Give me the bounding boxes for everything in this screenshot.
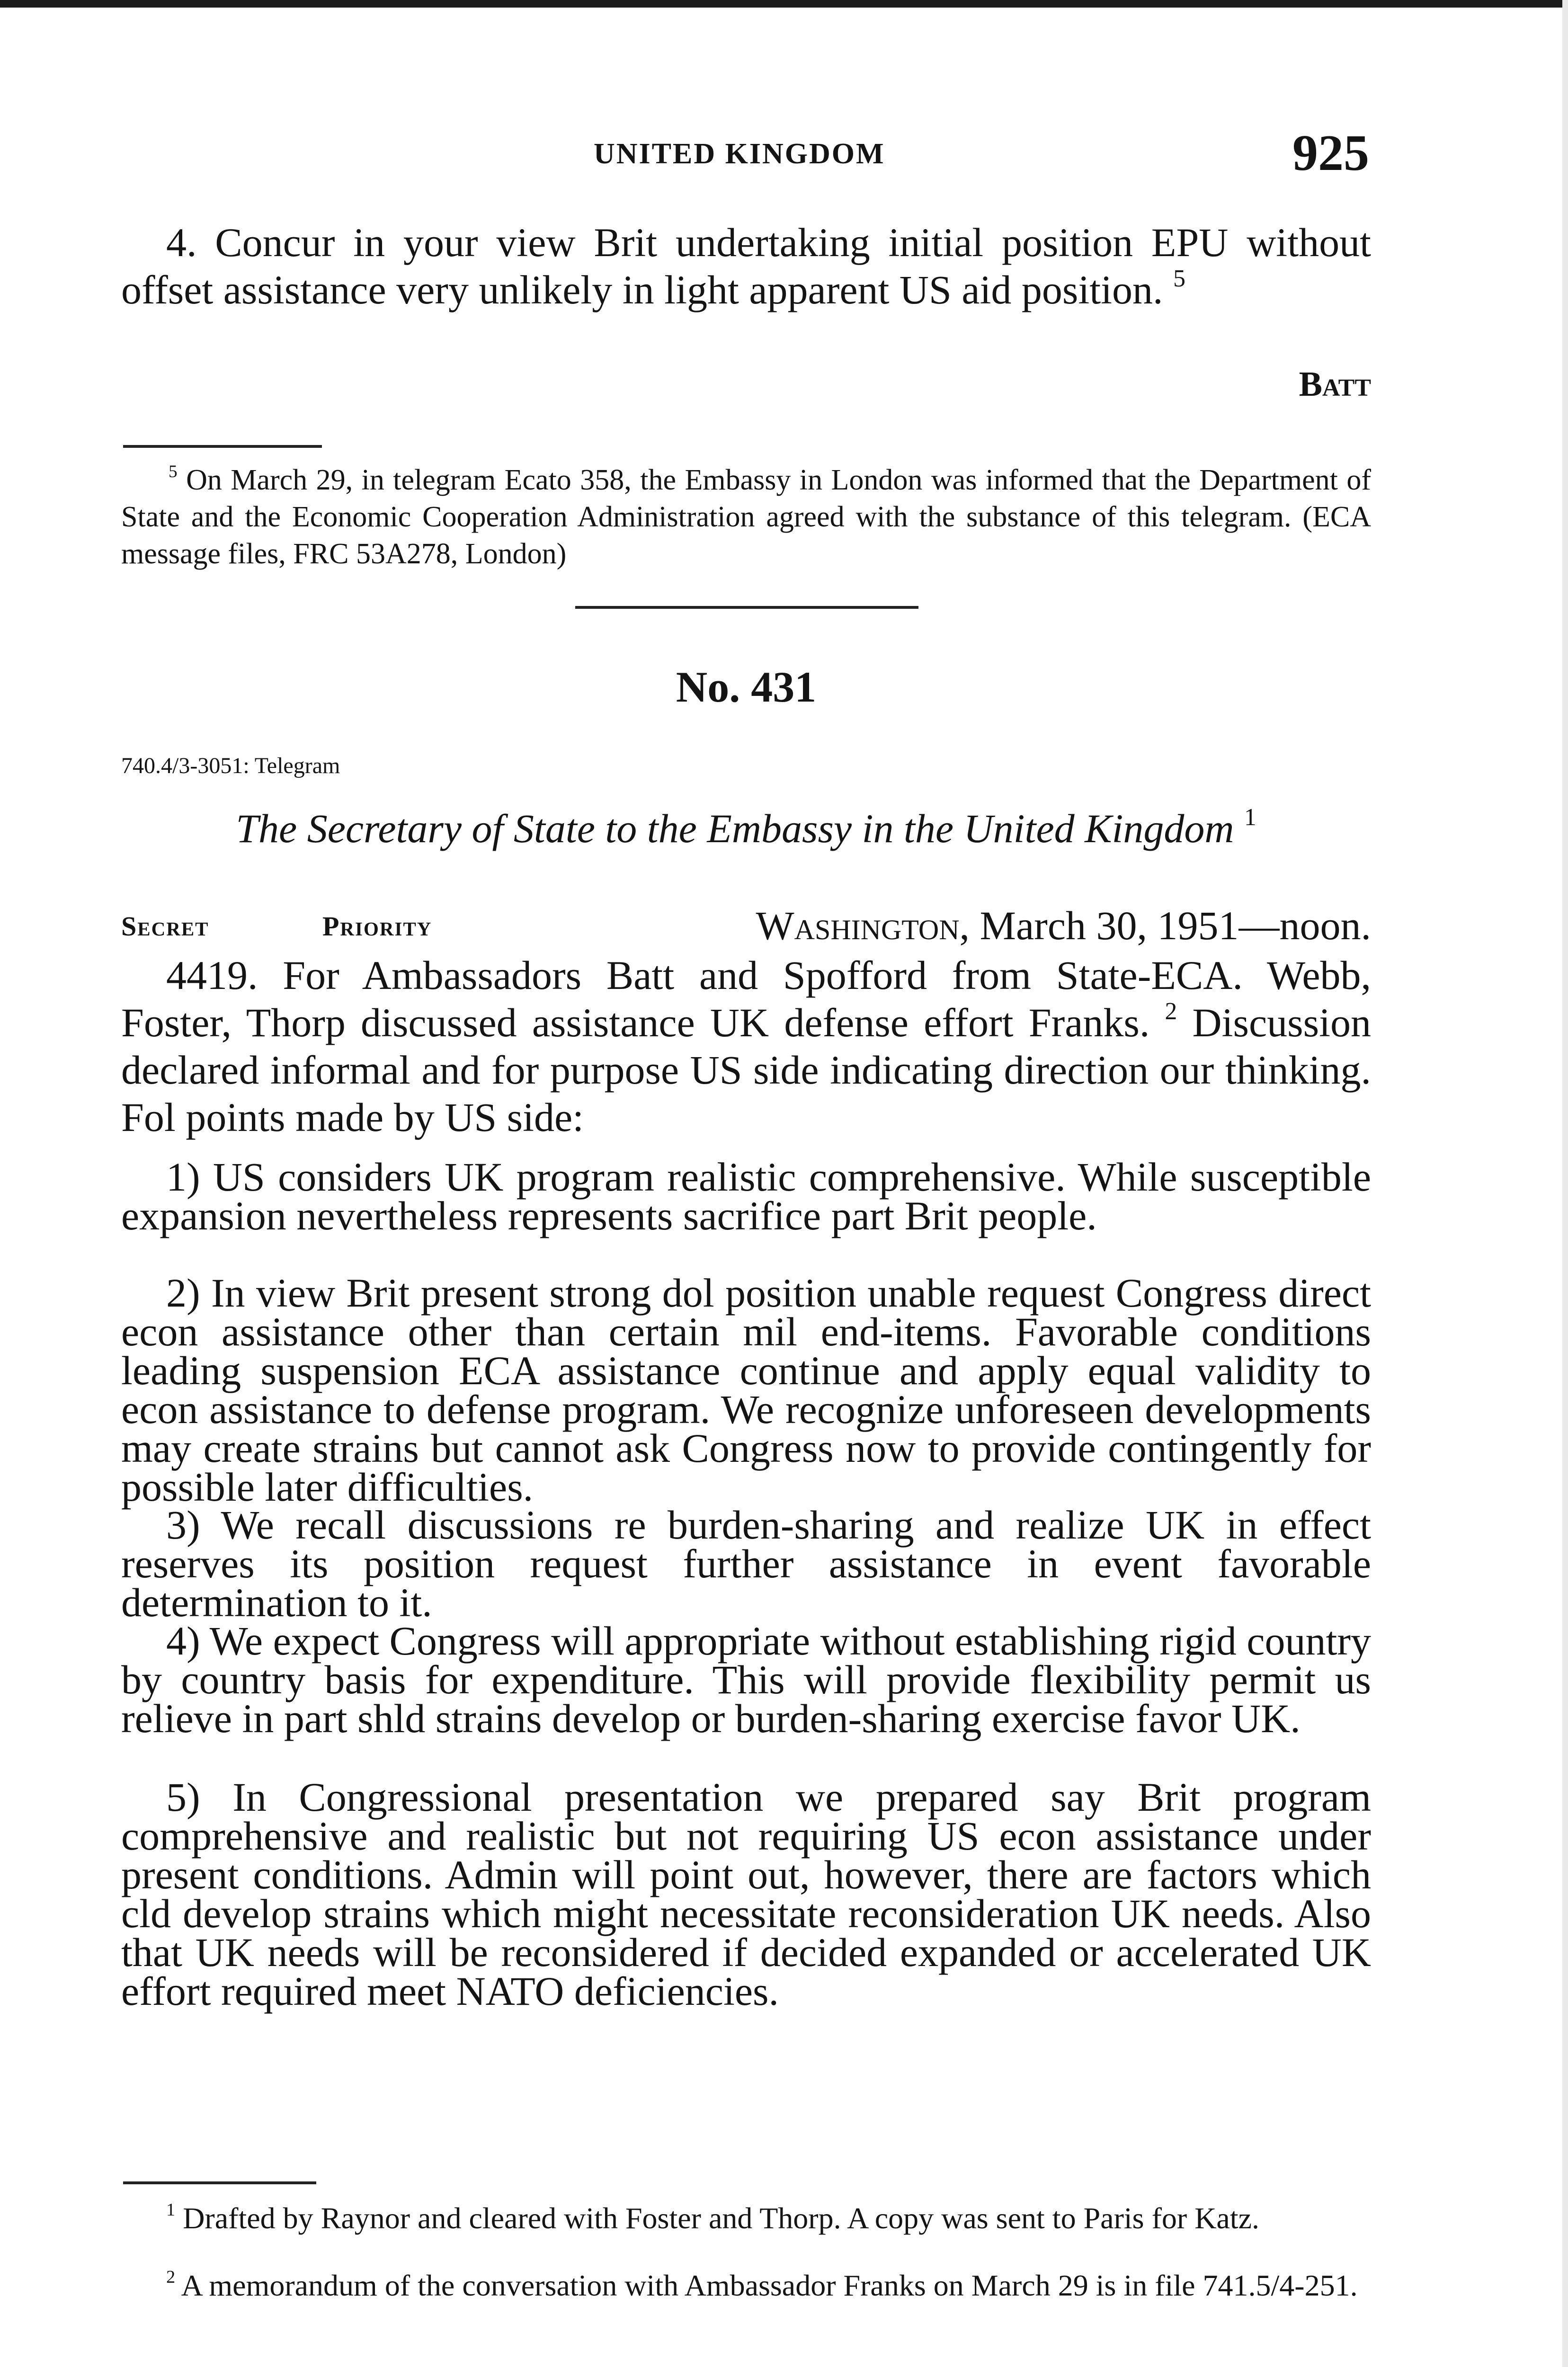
scan-top-border: [0, 0, 1568, 8]
footnote-rule: [123, 445, 322, 448]
dateline-date: March 30, 1951—noon.: [980, 903, 1371, 948]
body-text-2: Discussion declared informal and for purpose US side indicating direction our thinking. Fol points made by US side:: [121, 1000, 1371, 1140]
footnote-5: [121, 462, 1371, 572]
footnote-marker: 2: [166, 2267, 176, 2287]
scan-right-edge: [1562, 0, 1568, 2367]
telegram-header: [121, 902, 1371, 949]
previous-document-paragraph: [121, 219, 1371, 313]
footnote-rule: [123, 2181, 316, 2184]
footnote-ref-2: 2: [1165, 997, 1177, 1025]
footnote-text: On March 29, in telegram Ecato 358, the Embassy in London was informed that the Department of State and the Economic Cooperation Administration agreed with the substance of this telegram. (ECA message files, FRC 53A278, London): [121, 464, 1371, 570]
footnote-text: Drafted by Raynor and cleared with Foster and Thorp. A copy was sent to Paris for Katz.: [183, 2201, 1260, 2235]
point-1: 1) US considers UK program realistic comprehensive. While susceptible expansion nevertheless represents sacrifice part Brit people.: [121, 1154, 1371, 1238]
running-head: UNITED KINGDOM: [594, 138, 885, 170]
point-5: 5) In Congressional presentation we prepared say Brit program comprehensive and realistic but not requiring US econ assistance under present conditions. Admin will point out, however, there are factors which cld develop strains which might necessitate reconsideration UK needs. Also that UK needs will be reconsidered if decided expanded or accelerated UK effort required meet NATO deficiencies.: [121, 1774, 1371, 2014]
telegram-body: [121, 952, 1371, 1141]
precedence: Priority: [322, 911, 432, 942]
footnote-text: A memorandum of the conversation with Ambassador Franks on March 29 is in file 741.5/4-251.: [181, 2269, 1358, 2302]
document-divider: [575, 606, 918, 609]
point-3: 3) We recall discussions re burden-sharing and realize UK in effect reserves its position request further assistance in event favorable determination to it.: [121, 1502, 1371, 1625]
point-2: 2) In view Brit present strong dol position unable request Congress direct econ assistance other than certain mil end-items. Favorable conditions leading suspension ECA assistance continue and apply equal validity to econ assistance to defense program. We recognize unforeseen developments may create strains but cannot ask Congress now to provide contingently for possible later difficulties.: [121, 1270, 1371, 1510]
footnote-marker: 1: [166, 2200, 176, 2220]
document-number: No. 431: [676, 663, 817, 711]
paragraph-text: 4. Concur in your view Brit undertaking initial position EPU without offset assistance very unlikely in light apparent US aid position.: [121, 220, 1371, 312]
footnote-2: [121, 2269, 1371, 2303]
classification: Secret: [121, 911, 209, 942]
file-reference: 740.4/3-3051: Telegram: [121, 753, 340, 778]
dateline: [756, 902, 1371, 949]
point-4: 4) We expect Congress will appropriate without establishing rigid country by country basis for expenditure. This will provide flexibility permit us relieve in part shld strains develop or burden-sharing exercise favor UK.: [121, 1618, 1371, 1741]
dateline-place: Washington,: [756, 903, 970, 948]
document-title: [121, 805, 1371, 852]
footnote-ref-5: 5: [1173, 265, 1185, 292]
title-text: The Secretary of State to the Embassy in the United Kingdom: [236, 806, 1234, 851]
footnote-1: [121, 2201, 1371, 2235]
body-text-1: 4419. For Ambassadors Batt and Spofford from State-ECA. Webb, Foster, Thorp discussed assistance UK defense effort Franks.: [121, 952, 1371, 1045]
footnote-ref-1: 1: [1244, 803, 1256, 831]
footnote-marker: 5: [169, 462, 178, 481]
signature: Batt: [1299, 365, 1371, 404]
page-number: 925: [1292, 125, 1369, 181]
